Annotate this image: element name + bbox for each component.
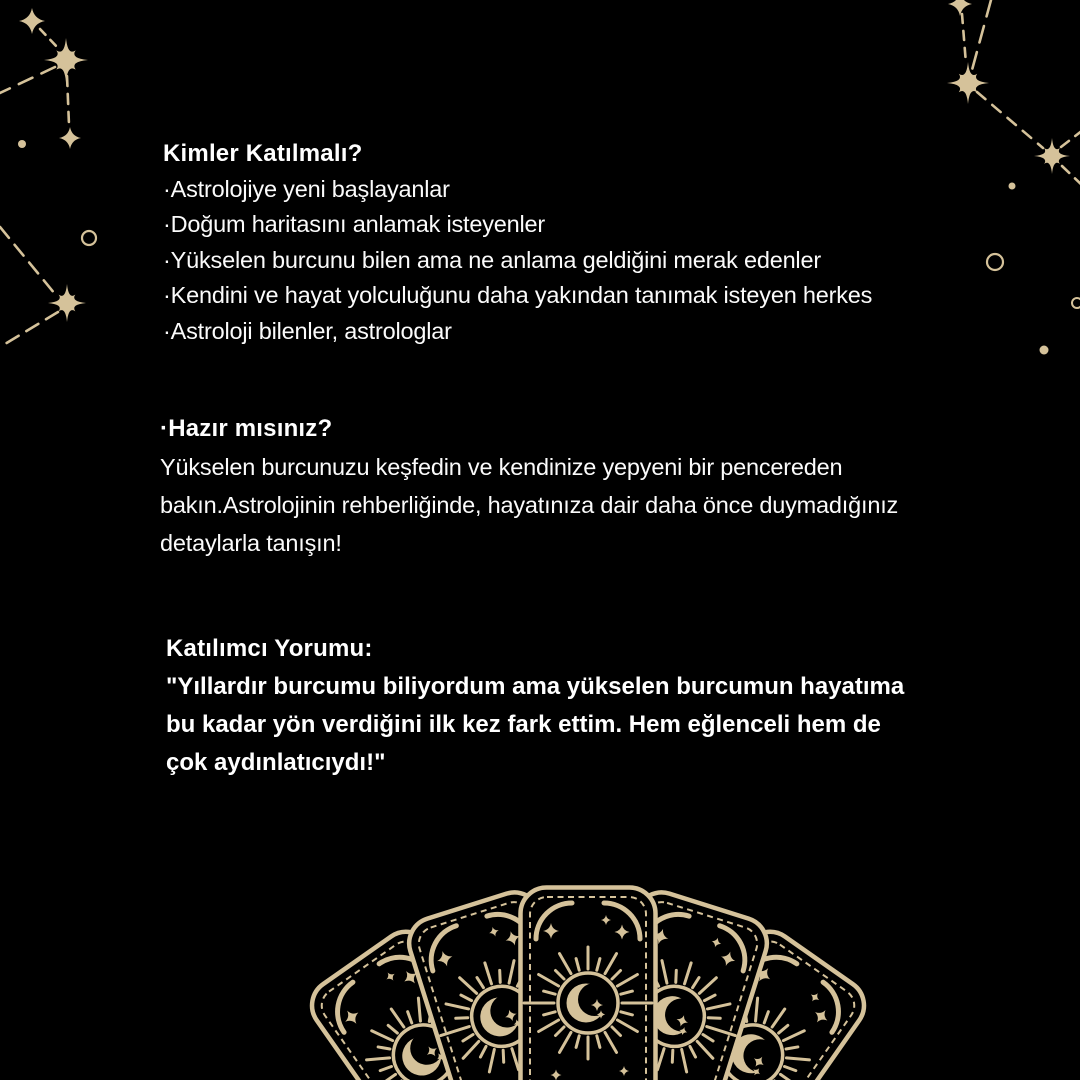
testimonial-line: "Yıllardır burcumu biliyordum ama yükselen burcumun hayatıma xyxy=(166,673,905,700)
who-item: ·Doğum haritasını anlamak isteyenler xyxy=(163,211,546,237)
constellation-left-icon xyxy=(0,8,96,347)
testimonial-heading: Katılımcı Yorumu: xyxy=(166,635,373,662)
who-item: ·Kendini ve hayat yolculuğunu daha yakından tanımak isteyen herkes xyxy=(163,282,873,308)
who-item: ·Yükselen burcunu bilen ama ne anlama geldiğini merak edenler xyxy=(163,246,821,273)
who-item: ·Astrolojiye yeni başlayanlar xyxy=(163,175,450,202)
section-are-you-ready xyxy=(160,410,898,562)
ready-line: Yükselen burcunuzu keşfedin ve kendinize yepyeni bir pencereden xyxy=(160,454,843,480)
section-testimonial xyxy=(166,630,904,782)
testimonial-line: çok aydınlatıcıydı!" xyxy=(166,749,386,776)
ready-line: bakın.Astrolojinin rehberliğinde, hayatınıza dair daha önce duymadığınız xyxy=(160,492,899,518)
tarot-card-fan-icon xyxy=(302,886,874,1080)
constellation-right-icon xyxy=(947,0,1080,355)
ready-heading: ·Hazır mısınız? xyxy=(160,415,333,442)
tarot-card xyxy=(521,888,656,1080)
who-item: ·Astroloji bilenler, astrologlar xyxy=(163,317,452,344)
who-heading: Kimler Katılmalı? xyxy=(163,140,363,167)
testimonial-line: bu kadar yön verdiğini ilk kez fark ettim. Hem eğlenceli hem de xyxy=(166,711,881,738)
ready-line: detaylarla tanışın! xyxy=(160,530,342,556)
section-who-should-attend xyxy=(163,136,872,349)
